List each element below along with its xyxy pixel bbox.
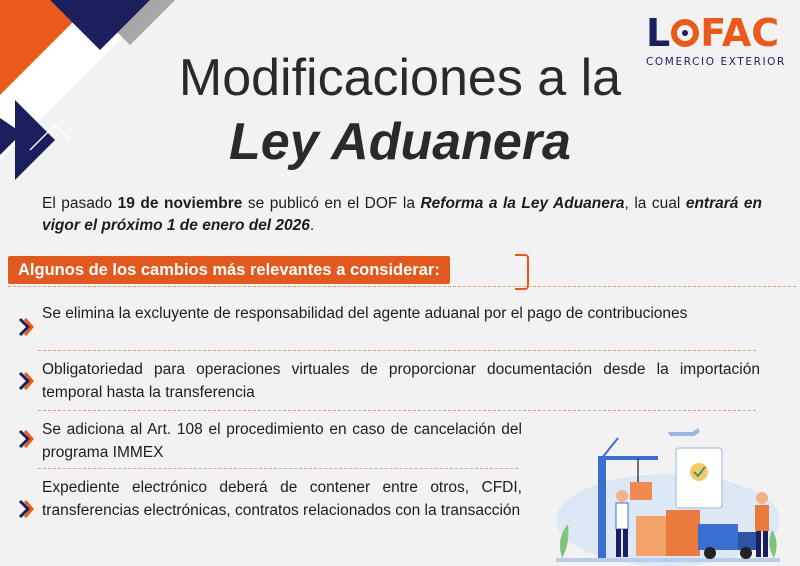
intro-text: . — [309, 217, 315, 234]
list-item: Obligatoriedad para operaciones virtuales de proporcionar documentación desde la importación temporal hasta la transferencia — [42, 361, 760, 401]
chevron-bullet-icon — [16, 370, 34, 392]
list-item: Expediente electrónico deberá de contener entre otros, CFDI, transferencias electrónicas, contratos relacionados con la transacción — [42, 479, 522, 519]
chevron-bullet-icon — [16, 428, 34, 450]
logo-letters-fac: FAC — [700, 11, 780, 55]
banner-divider — [8, 286, 796, 287]
logo-circle-icon — [671, 19, 699, 47]
logo-letter-l: L — [646, 11, 671, 55]
list-item: Se adiciona al Art. 108 el procedimiento en caso de cancelación del programa IMMEX — [42, 421, 522, 461]
logo-subtitle: COMERCIO EXTERIOR — [646, 56, 786, 68]
title-line-2: Ley Aduanera — [229, 113, 571, 171]
logistics-illustration — [548, 420, 788, 566]
intro-text: , la cual — [624, 195, 686, 212]
item-divider — [38, 468, 518, 469]
intro-text: El pasado — [42, 195, 118, 212]
list-item: Se elimina la excluyente de responsabilidad del agente aduanal por el pago de contribuciones — [42, 305, 688, 322]
intro-effective-date: entrará en vigor el próximo 1 de enero del 2026 — [42, 195, 762, 234]
chevron-bullet-icon — [16, 316, 34, 338]
intro-date: 19 de noviembre — [117, 195, 243, 212]
banner-bracket — [515, 254, 529, 290]
intro-paragraph — [42, 193, 762, 237]
intro-text: se publicó en el DOF la — [242, 195, 421, 212]
intro-reform: Reforma a la Ley Aduanera — [420, 195, 625, 212]
changes-banner: Algunos de los cambios más relevantes a considerar: — [8, 256, 450, 284]
item-divider — [38, 350, 756, 351]
item-divider — [38, 410, 756, 411]
title-line-1: Modificaciones a la — [178, 49, 622, 107]
chevron-bullet-icon — [16, 498, 34, 520]
